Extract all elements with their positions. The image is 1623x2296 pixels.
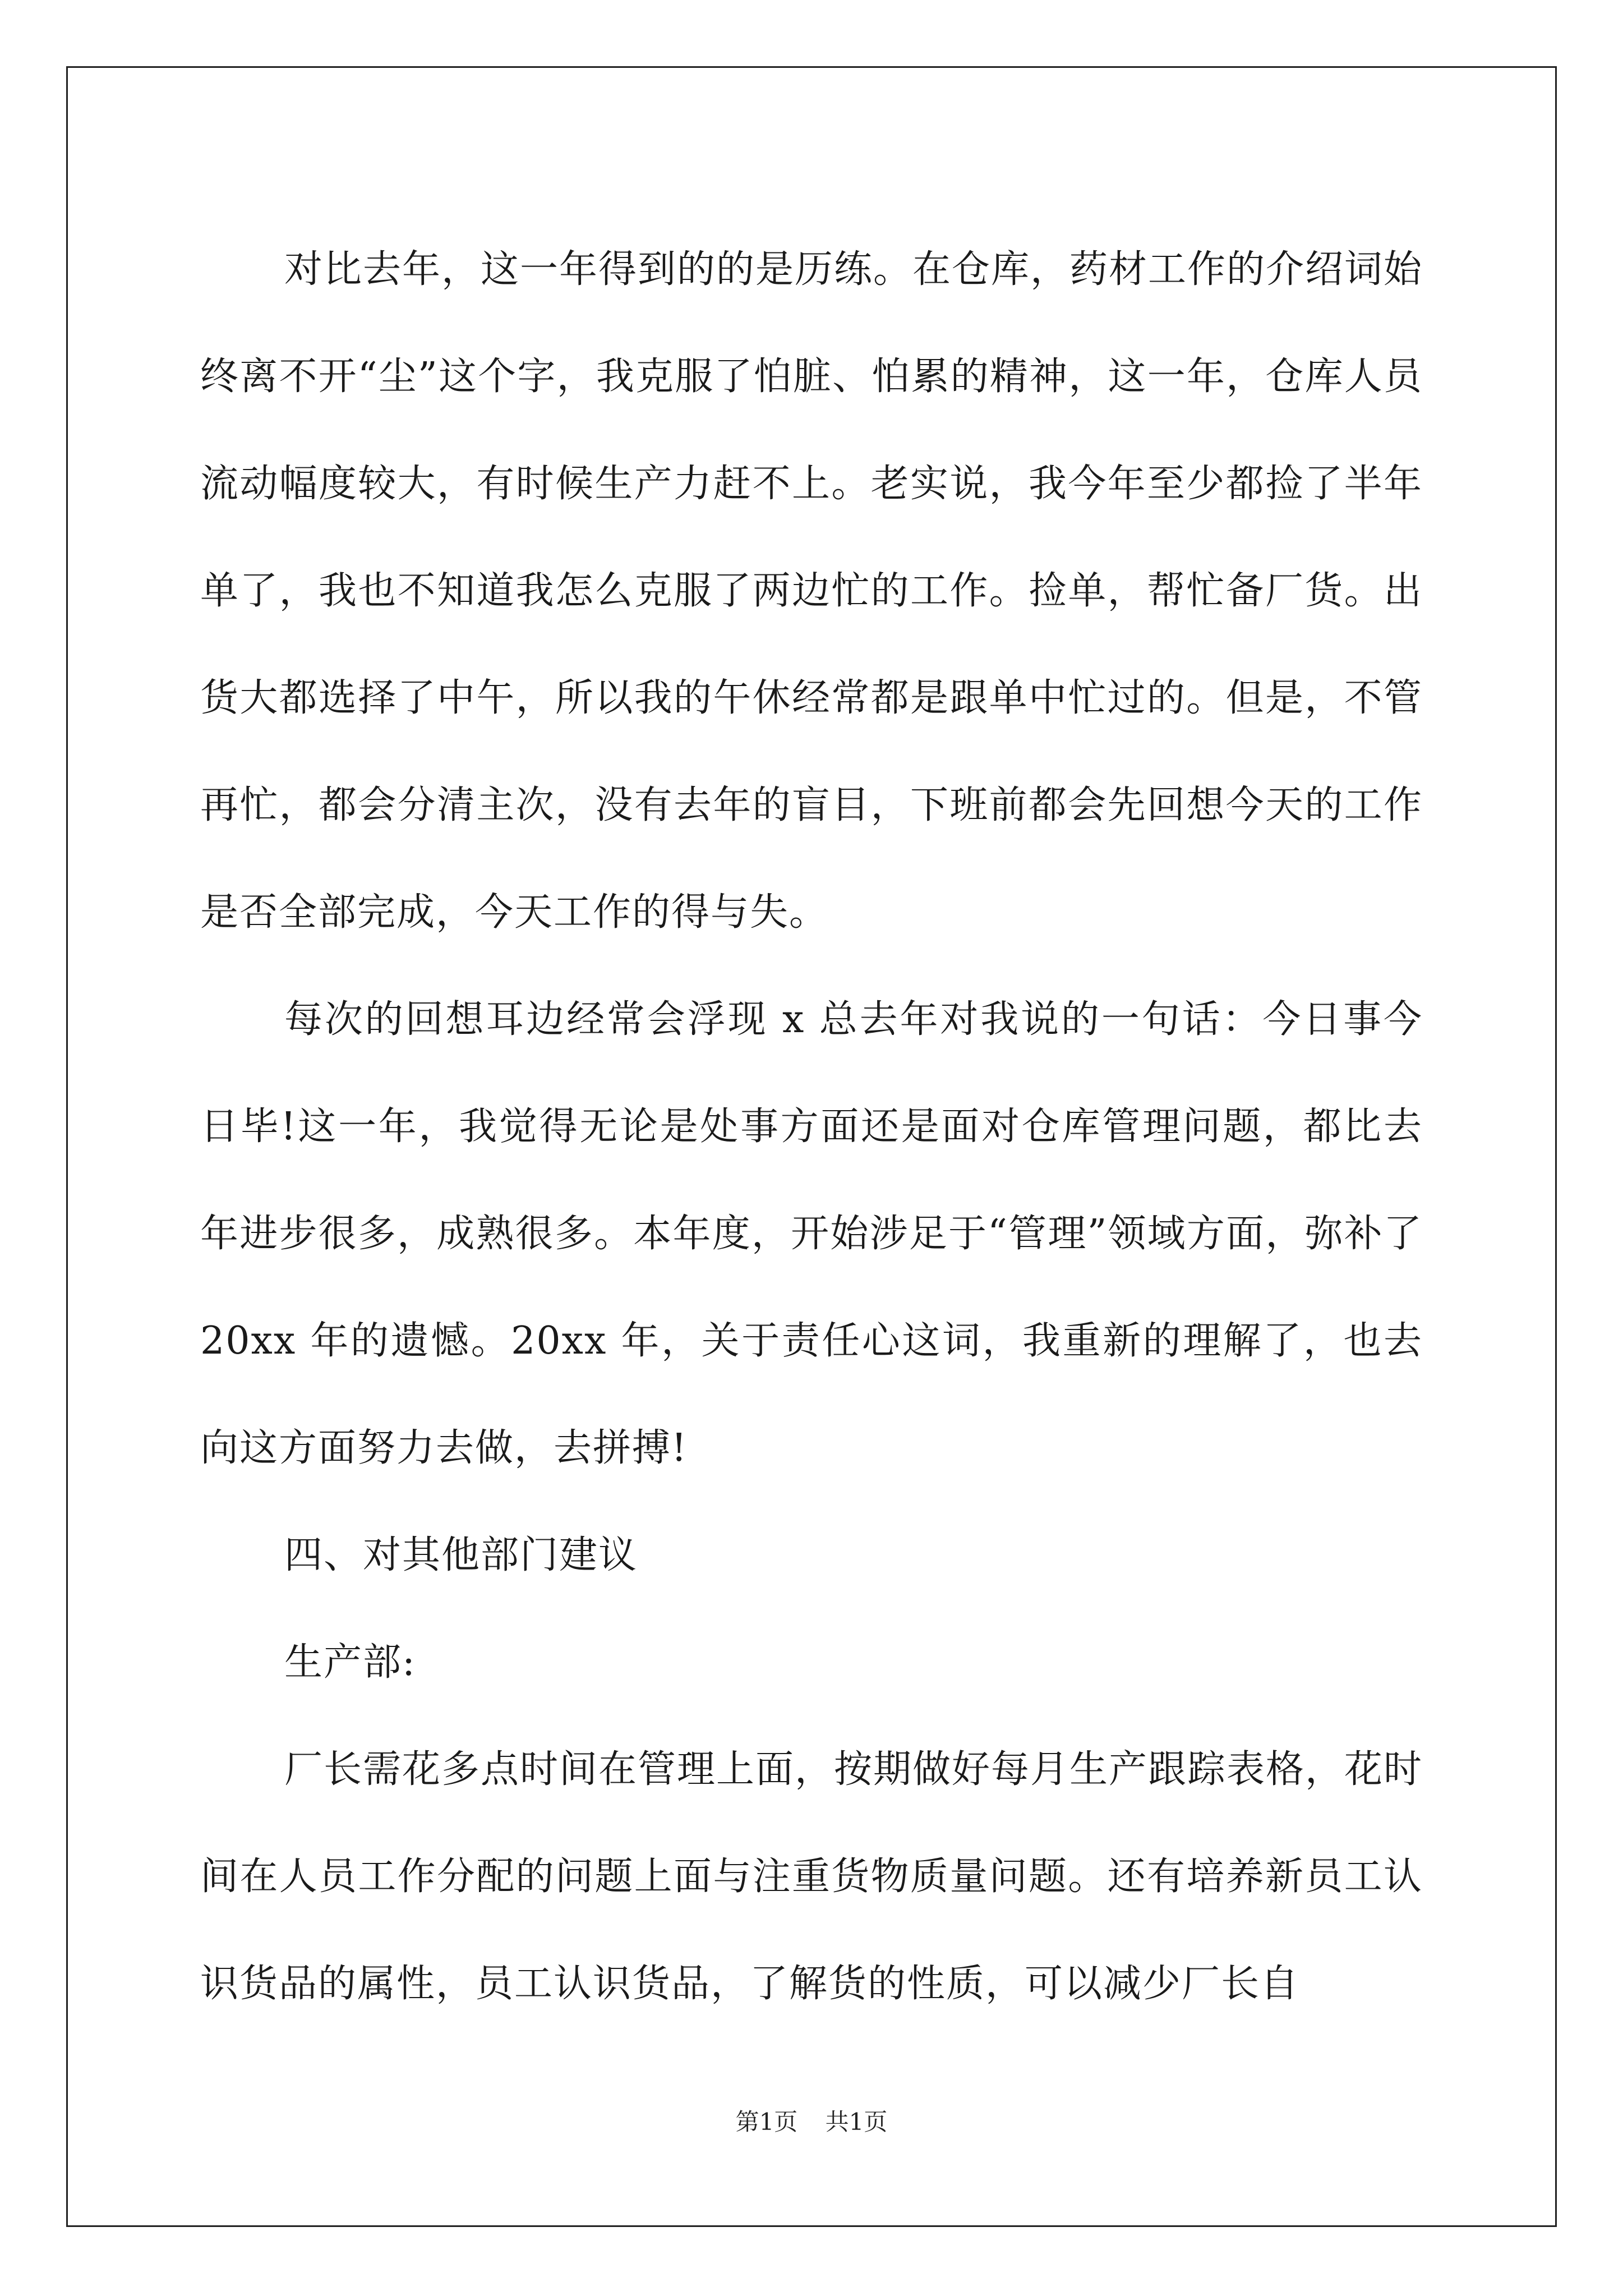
subsection-heading: 生产部: (284, 1640, 416, 1685)
paragraph-suggestion: 厂长需花多点时间在管理上面，按期做好每月生产跟踪表格，花时间在人员工作分配的问题上面与注重货物质量问题。还有培养新员工认识货品的属性，员工认识货品，了解货的性质，可以减少厂长自 (200, 1747, 1423, 2006)
section-heading: 四、对其他部门建议 (284, 1533, 638, 1577)
paragraph-reflection: 每次的回想耳边经常会浮现 x 总去年对我说的一句话：今日事今日毕!这一年，我觉得无论是处事方面还是面对仓库管理问题，都比去年进步很多，成熟很多。本年度，开始涉足于“管理”领域方面，弥补了 20xx 年的遗憾。20xx 年，关于责任心这词，我重新的理解了，也去向这方面努力去做，去拼搏! (200, 997, 1423, 1470)
page-total: 共1页 (825, 2108, 888, 2136)
page-footer (0, 2108, 1623, 2136)
document-body (200, 216, 1423, 2037)
page-number: 第1页 (735, 2108, 798, 2136)
paragraph-summary: 对比去年，这一年得到的的是历练。在仓库，药材工作的介绍词始终离不开“尘”这个字，我克服了怕脏、怕累的精神，这一年，仓库人员流动幅度较大，有时候生产力赶不上。老实说，我今年至少都捡了半年单了，我也不知道我怎么克服了两边忙的工作。捡单，帮忙备厂货。出货大都选择了中午，所以我的午休经常都是跟单中忙过的。但是，不管再忙，都会分清主次，没有去年的盲目，下班前都会先回想今天的工作是否全部完成，今天工作的得与失。 (200, 247, 1423, 935)
